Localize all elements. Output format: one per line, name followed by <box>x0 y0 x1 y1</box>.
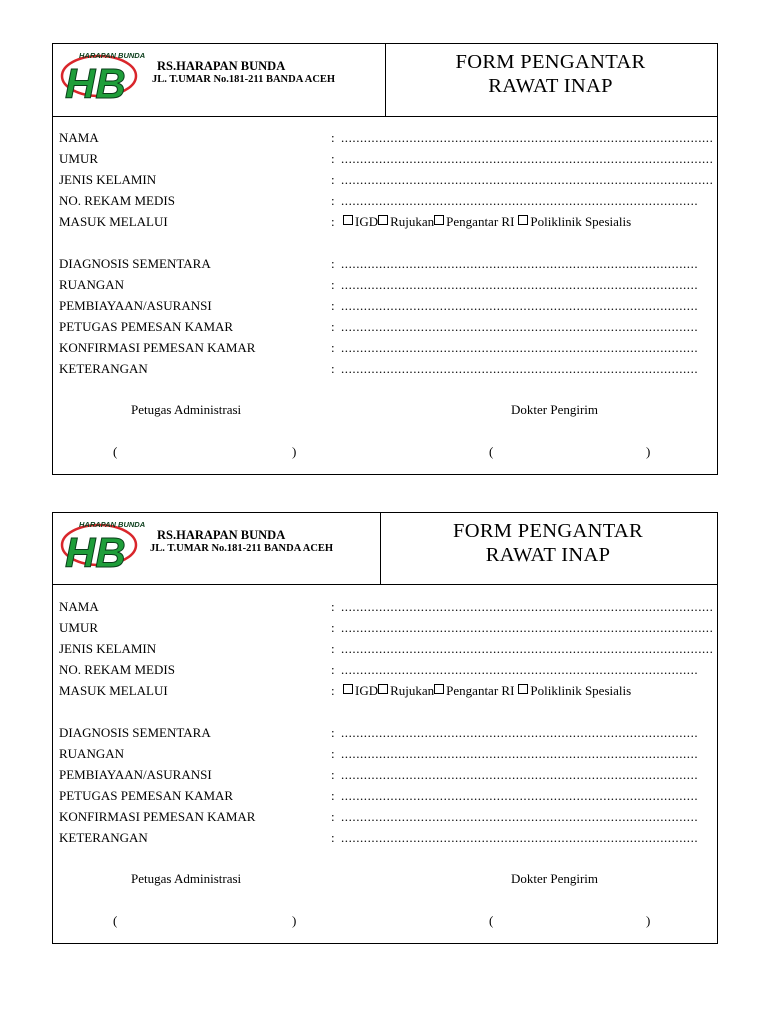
option-label: IGD <box>355 214 379 229</box>
field-colon: : <box>331 151 335 166</box>
signature-label-doctor: Dokter Pengirim <box>511 871 599 886</box>
field-colon: : <box>331 319 335 334</box>
admission-option[interactable] <box>434 683 514 698</box>
field-colon: : <box>331 641 335 656</box>
hospital-address: JL. T.UMAR No.181-211 BANDA ACEH <box>150 543 334 554</box>
checkbox-rujukan[interactable] <box>378 684 388 694</box>
field-fill-line[interactable]: .............................................................................................. <box>341 746 699 761</box>
option-label: Pengantar RI <box>446 214 515 229</box>
field-colon: : <box>331 172 335 187</box>
checkbox-igd[interactable] <box>343 684 353 694</box>
field-label: PEMBIAYAAN/ASURANSI <box>59 298 212 313</box>
option-label: Rujukan <box>390 214 435 229</box>
field-colon: : <box>331 683 335 698</box>
field-colon: : <box>331 620 335 635</box>
admission-option[interactable] <box>378 683 434 698</box>
field-colon: : <box>331 809 335 824</box>
signature-bracket-admin: ( <box>113 913 118 928</box>
field-label: DIAGNOSIS SEMENTARA <box>59 256 211 271</box>
checkbox-igd[interactable] <box>343 215 353 225</box>
signature-bracket-doctor: ( <box>489 913 494 928</box>
field-label: KONFIRMASI PEMESAN KAMAR <box>59 809 256 824</box>
checkbox-rujukan[interactable] <box>378 215 388 225</box>
field-fill-line[interactable]: .............................................................................................. <box>341 767 699 782</box>
field-label: NAMA <box>59 130 99 145</box>
field-label: NO. REKAM MEDIS <box>59 662 175 677</box>
field-colon: : <box>331 214 335 229</box>
field-label: UMUR <box>59 151 99 166</box>
field-colon: : <box>331 130 335 145</box>
form-title <box>384 50 717 98</box>
option-label: Poliklinik Spesialis <box>530 683 632 698</box>
field-colon: : <box>331 746 335 761</box>
hospital-logo <box>59 518 147 570</box>
referral-form <box>52 43 718 475</box>
hospital-address: JL. T.UMAR No.181-211 BANDA ACEH <box>152 74 336 85</box>
field-fill-line[interactable]: .................................................................................................. <box>341 130 714 145</box>
signature-bracket-admin: ) <box>292 444 297 459</box>
option-label: IGD <box>355 683 379 698</box>
field-colon: : <box>331 256 335 271</box>
admission-options <box>343 683 631 699</box>
admission-option[interactable] <box>378 214 434 229</box>
field-label: DIAGNOSIS SEMENTARA <box>59 725 211 740</box>
field-colon: : <box>331 340 335 355</box>
field-fill-line[interactable]: .............................................................................................. <box>341 277 699 292</box>
admission-option[interactable] <box>434 214 514 229</box>
field-label: PETUGAS PEMESAN KAMAR <box>59 788 234 803</box>
signature-bracket-doctor: ( <box>489 444 494 459</box>
form-header <box>53 513 717 585</box>
field-fill-line[interactable]: .................................................................................................. <box>341 172 714 187</box>
signature-bracket-admin: ( <box>113 444 118 459</box>
option-label: Poliklinik Spesialis <box>530 214 632 229</box>
field-label: PETUGAS PEMESAN KAMAR <box>59 319 234 334</box>
logo-caption: HARAPAN BUNDA <box>79 51 146 60</box>
field-fill-line[interactable]: .................................................................................................. <box>341 620 714 635</box>
hospital-identity <box>53 513 381 584</box>
hospital-name: RS.HARAPAN BUNDA <box>157 59 286 73</box>
field-fill-line[interactable]: .............................................................................................. <box>341 340 699 355</box>
field-label: KETERANGAN <box>59 830 148 845</box>
field-colon: : <box>331 277 335 292</box>
admission-option[interactable] <box>343 214 378 229</box>
field-fill-line[interactable]: .................................................................................................. <box>341 599 714 614</box>
option-label: Pengantar RI <box>446 683 515 698</box>
field-fill-line[interactable]: .............................................................................................. <box>341 361 699 376</box>
field-label: JENIS KELAMIN <box>59 172 157 187</box>
form-title-line1: FORM PENGANTAR <box>455 51 646 73</box>
field-label: KONFIRMASI PEMESAN KAMAR <box>59 340 256 355</box>
checkbox-pengantar-ri[interactable] <box>434 215 444 225</box>
field-label: RUANGAN <box>59 277 124 292</box>
form-title-line1: FORM PENGANTAR <box>453 520 643 542</box>
logo-letters: HB <box>65 529 126 570</box>
signature-bracket-admin: ) <box>292 913 297 928</box>
option-label: Rujukan <box>390 683 435 698</box>
field-colon: : <box>331 599 335 614</box>
field-fill-line[interactable]: .............................................................................................. <box>341 193 699 208</box>
field-label: NO. REKAM MEDIS <box>59 193 175 208</box>
field-fill-line[interactable]: .............................................................................................. <box>341 788 699 803</box>
field-colon: : <box>331 767 335 782</box>
form-header <box>53 44 717 117</box>
admission-option[interactable] <box>518 683 631 698</box>
hospital-logo <box>59 49 147 101</box>
checkbox-poliklinik-spesialis[interactable] <box>518 684 528 694</box>
hospital-identity <box>53 44 386 116</box>
field-label: MASUK MELALUI <box>59 214 168 229</box>
field-fill-line[interactable]: .............................................................................................. <box>341 298 699 313</box>
signature-label-admin: Petugas Administrasi <box>131 402 242 417</box>
field-label: MASUK MELALUI <box>59 683 168 698</box>
signature-label-admin: Petugas Administrasi <box>131 871 242 886</box>
logo-letters: HB <box>65 60 126 101</box>
signature-bracket-doctor: ) <box>646 444 651 459</box>
hospital-name: RS.HARAPAN BUNDA <box>157 528 286 542</box>
field-label: NAMA <box>59 599 99 614</box>
field-label: PEMBIAYAAN/ASURANSI <box>59 767 212 782</box>
checkbox-pengantar-ri[interactable] <box>434 684 444 694</box>
field-colon: : <box>331 788 335 803</box>
form-title-line2: RAWAT INAP <box>485 544 611 566</box>
admission-options <box>343 214 631 230</box>
field-label: JENIS KELAMIN <box>59 641 157 656</box>
field-colon: : <box>331 662 335 677</box>
field-label: UMUR <box>59 620 99 635</box>
checkbox-poliklinik-spesialis[interactable] <box>518 215 528 225</box>
field-fill-line[interactable]: .................................................................................................. <box>341 641 714 656</box>
admission-option[interactable] <box>518 214 631 229</box>
field-fill-line[interactable]: .................................................................................................. <box>341 151 714 166</box>
field-label: KETERANGAN <box>59 361 148 376</box>
signature-bracket-doctor: ) <box>646 913 651 928</box>
field-fill-line[interactable]: .............................................................................................. <box>341 256 699 271</box>
field-fill-line[interactable]: .............................................................................................. <box>341 319 699 334</box>
referral-form <box>52 512 718 944</box>
field-fill-line[interactable]: .............................................................................................. <box>341 725 699 740</box>
field-colon: : <box>331 298 335 313</box>
field-fill-line[interactable]: .............................................................................................. <box>341 809 699 824</box>
field-colon: : <box>331 361 335 376</box>
admission-option[interactable] <box>343 683 378 698</box>
field-colon: : <box>331 193 335 208</box>
form-title-line2: RAWAT INAP <box>488 75 613 97</box>
signature-label-doctor: Dokter Pengirim <box>511 402 599 417</box>
form-title <box>379 519 717 567</box>
field-fill-line[interactable]: .............................................................................................. <box>341 662 699 677</box>
logo-caption: HARAPAN BUNDA <box>79 520 146 529</box>
field-colon: : <box>331 725 335 740</box>
field-colon: : <box>331 830 335 845</box>
field-label: RUANGAN <box>59 746 124 761</box>
field-fill-line[interactable]: .............................................................................................. <box>341 830 699 845</box>
